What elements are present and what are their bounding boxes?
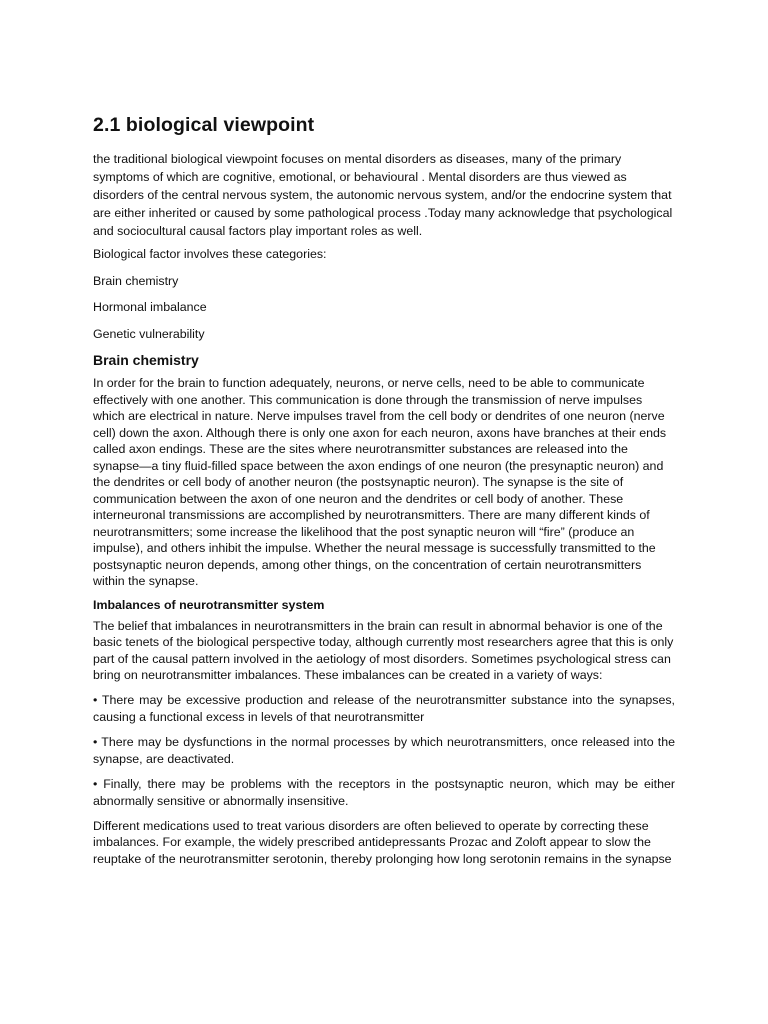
category-hormonal-imbalance: Hormonal imbalance <box>93 300 207 315</box>
brain-chemistry-heading: Brain chemistry <box>93 352 199 369</box>
intro-paragraph: the traditional biological viewpoint focuses on mental disorders as diseases, many of the primary symptoms of which are cognitive, emotional, or behavioural . Mental disorders are thus viewed as disorders of the central nervous system, the autonomic nervous system, and/or the endocrine system that are either inherited or caused by some pathological process .Today many acknowledge that psychological and sociocultural causal factors play important roles as well. <box>93 152 673 238</box>
bullet-item: • There may be excessive production and release of the neurotransmitter substance into the synapses, causing a functional excess in levels of that neurotransmitter <box>93 692 675 724</box>
section-title: 2.1 biological viewpoint <box>93 114 315 136</box>
bullet-item: • Finally, there may be problems with the receptors in the postsynaptic neuron, which may be either abnormally sensitive or abnormally insensitive. <box>93 776 675 808</box>
imbalances-heading: Imbalances of neurotransmitter system <box>93 597 325 612</box>
imbalances-paragraph: The belief that imbalances in neurotransmitters in the brain can result in abnormal behavior is one of the basic tenets of the biological perspective today, although currently most researchers agree that this is only part of the causal pattern involved in the aetiology of most disorders. Sometimes psychological stress can bring on neurotransmitter imbalances. These imbalances can be created in a variety of ways: <box>93 618 674 683</box>
categories-lead: Biological factor involves these categories: <box>93 247 327 261</box>
closing-paragraph: Different medications used to treat various disorders are often believed to operate by correcting these imbalances. For example, the widely prescribed antidepressants Prozac and Zoloft appear to slow the reuptake of the neurotransmitter serotonin, thereby prolonging how long serotonin remains in the synapse <box>93 818 672 866</box>
bullet-item: • There may be dysfunctions in the normal processes by which neurotransmitters, once released into the synapse, are deactivated. <box>93 734 675 766</box>
brain-chemistry-paragraph: In order for the brain to function adequately, neurons, or nerve cells, need to be able to communicate effectively with one another. This communication is done through the transmission of nerve impulses which are electrical in nature. Nerve impulses travel from the cell body or dendrites of one neuron (nerve cell) down the axon. Although there is only one axon for each neuron, axons have branches at their ends called axon endings. These are the sites where neurotransmitter substances are released into the synapse—a tiny fluid-filled space between the axon endings of one neuron (the presynaptic neuron) and the dendrites or cell body of another neuron (the postsynaptic neuron). The synapse is the site of communication between the axon of one neuron and the dendrites or cell body of another. These interneuronal transmissions are accomplished by neurotransmitters. There are many different kinds of neurotransmitters; some increase the likelihood that the post synaptic neuron will “fire” (produce an impulse), and others inhibit the impulse. Whether the neural message is successfully transmitted to the postsynaptic neuron depends, among other things, on the concentration of certain neurotransmitters within the synapse. <box>93 376 667 589</box>
document-body <box>93 114 675 867</box>
category-brain-chemistry: Brain chemistry <box>93 273 179 288</box>
category-genetic-vulnerability: Genetic vulnerability <box>93 326 205 341</box>
